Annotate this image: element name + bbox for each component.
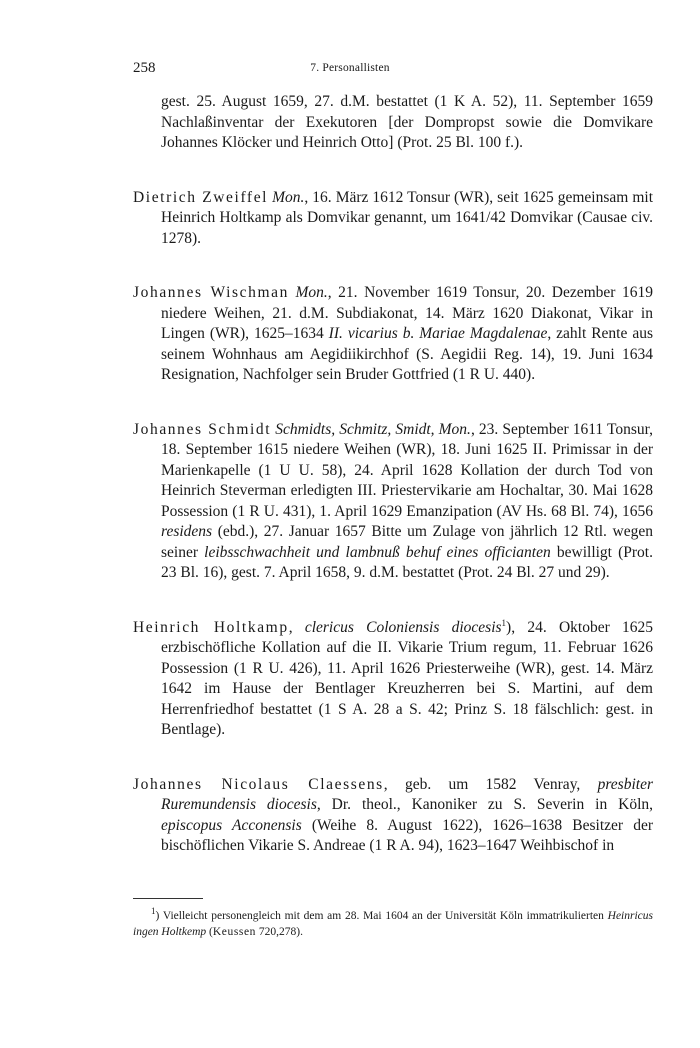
entry-text: , 23. September 1611 Tonsur, 18. September 1615 niedere Weihen (WR), 18. Juni 1625 II. Primissar in der Marienkapelle (1 U U. 58), 24. April 1628 Kollation der durch Tod von Heinrich Steverman erledigten III. Priestervikarie am Hochaltar, 30. Mai 1628 Possession (1 R U. 431), 1. April 1629 Emanzipation (AV Hs. 68 Bl. 74), 1656 (161, 420, 654, 520)
footnote-divider (133, 898, 203, 899)
footnote-small-caps: Keussen (212, 926, 257, 938)
page-number: 258 (133, 60, 156, 76)
entry-johannes-nicolaus-claessens (133, 775, 653, 857)
entry-continuation (133, 92, 653, 154)
footnote-marker: 1 (151, 906, 156, 917)
footnote-text: ) Vielleicht personengleich mit dem am 28. Mai 1604 an der Universität Köln immatrikulierten (155, 910, 608, 922)
entry-italic: II. vicarius b. Mariae Magdalenae (328, 325, 548, 342)
entry-text: gest. 25. August 1659, 27. d.M. bestattet (1 K A. 52), 11. September 1659 Nachlaßinventar der Exekutoren [der Dompropst sowie die Domvikare Johannes Klöcker und Heinrich Otto] (Prot. 25 Bl. 100 f.). (161, 93, 653, 151)
body-text (133, 92, 653, 891)
footnote-text: ( (206, 926, 213, 938)
entry-text: , geb. um 1582 Venray, (383, 775, 598, 793)
entry-italic: presbiter Ruremundensis diocesis (161, 775, 653, 813)
entry-text: ), 24. Oktober 1625 erzbischöfliche Kollation auf die II. Vikarie Trium regum, 11. Februar 1626 Possession (1 R U. 426), 11. April 1626 Priesterweihe (WR), gest. 14. März 1642 im Hause der Bentlager Kreuzherren bei S. Martini, auf dem Herrenfriedhof bestattet (1 S A. 28 a S. 42; Prinz S. 18 fälschlich: gest. in Bentlage). (161, 618, 654, 738)
entry-text: , zahlt Rente aus seinem Wohnhaus am Aegidiikirchhof (S. Aegidii Reg. 14), 19. Juni 1634 Resignation, Nachfolger sein Bruder Gottfried (1 R U. 440). (161, 325, 653, 383)
person-name: Heinrich Holtkamp (133, 618, 289, 636)
running-head: 7. Personallisten (310, 62, 390, 74)
entry-italic: clericus Coloniensis diocesis (304, 618, 502, 636)
entry-text: bewilligt (Prot. 23 Bl. 16), gest. 7. April 1658, 9. d.M. bestattet (Prot. 24 Bl. 27 und 29). (161, 543, 653, 581)
entry-text: , Dr. theol., Kanoniker zu S. Severin in Köln, (316, 796, 653, 813)
entry-text: , (288, 618, 305, 636)
entry-italic: leibsschwachheit und lambnuß behuf eines officianten (204, 543, 551, 561)
entry-heinrich-holtkamp (133, 618, 653, 741)
entry-text: (ebd.), 27. Januar 1657 Bitte um Zulage von jährlich 12 Rtl. wegen seiner (161, 523, 653, 561)
entry-italic: residens (161, 523, 213, 540)
entry-johannes-wischman (133, 283, 653, 386)
person-name: Johannes Nicolaus Claessens (133, 775, 384, 793)
entry-text: , 16. März 1612 Tonsur (WR), seit 1625 gemeinsam mit Heinrich Holtkamp als Domvikar genannt, um 1641/42 Domvikar (Causae civ. 1278). (161, 188, 654, 247)
person-name: Johannes Schmidt (133, 420, 272, 438)
entry-johannes-schmidt (133, 420, 653, 584)
entry-italic: Schmidts, Schmitz, Smidt, Mon. (275, 420, 471, 438)
entry-italic: Mon. (295, 284, 328, 301)
footnote-italic: Heinricus ingen Holtkemp (133, 910, 653, 938)
entry-text: (Weihe 8. August 1622), 1626–1638 Besitzer der bischöflichen Vikarie S. Andreae (1 R A. 94), 1623–1647 Weihbischof in (161, 816, 654, 854)
footnote-text: 720,278). (256, 926, 303, 938)
entry-text: , 21. November 1619 Tonsur, 20. Dezember 1619 niedere Weihen, 21. d.M. Subdiakonat, 14. März 1620 Diakonat, Vikar in Lingen (WR), 1625–1634 (161, 284, 654, 342)
person-name: Johannes Wischman (133, 284, 289, 301)
person-name: Dietrich Zweiffel (133, 188, 269, 206)
entry-italic: Mon. (272, 188, 305, 206)
entry-italic: episcopus Acconensis (161, 816, 302, 834)
footnote (133, 908, 653, 940)
footnote-reference: 1 (501, 617, 507, 628)
entry-dietrich-zweiffel (133, 188, 653, 250)
